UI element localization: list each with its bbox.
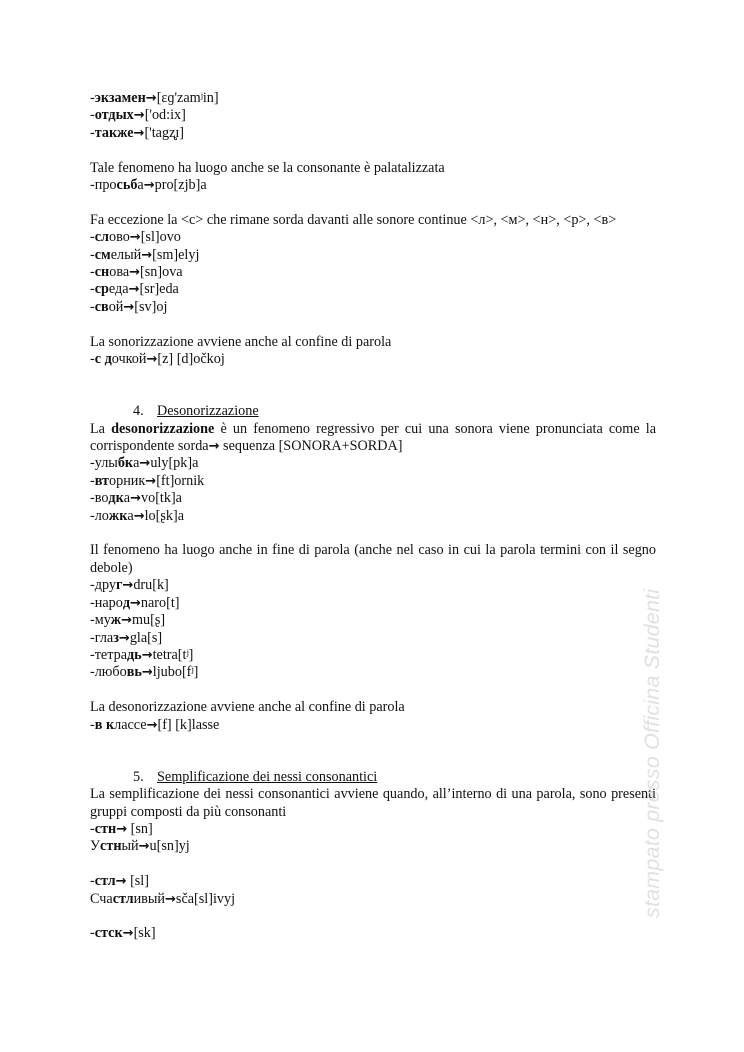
document-body [90, 90, 656, 943]
consonant-cluster: см [94, 246, 111, 263]
word-prefix: -тетра [90, 646, 127, 663]
paragraph: Fa eccezione la <c> che rimane sorda davanti alle sonore continue <л>, <м>, <н>, <р>, <в> [90, 211, 617, 228]
transcription: uly[pk]a [150, 455, 199, 472]
example-line [90, 299, 656, 316]
word-suffix: а [127, 507, 134, 524]
consonant-cluster: г [115, 577, 123, 594]
consonant-cluster: стн [100, 838, 122, 855]
spacer [90, 908, 656, 925]
word-suffix: а [133, 455, 140, 472]
arrow-icon: → [115, 874, 127, 890]
consonant-cluster: ср [94, 281, 109, 298]
consonant-cluster: з [113, 629, 119, 646]
example-line [90, 595, 656, 612]
paragraph: Tale fenomeno ha luogo anche se la consonante è palatalizzata [90, 159, 445, 176]
word-prefix: - [90, 351, 95, 368]
paragraph: Il fenomeno ha luogo anche in fine di parola (anche nel caso in cui la parola termini con il segno debole) [90, 542, 656, 576]
consonant-cluster: д [122, 594, 130, 611]
section-number: 4. [133, 403, 144, 420]
arrow-icon: → [208, 439, 220, 455]
arrow-icon: → [133, 508, 145, 524]
consonant-cluster: дк [108, 490, 124, 507]
word-prefix: -дру [90, 577, 116, 594]
example-line [90, 577, 656, 594]
spacer [90, 734, 656, 769]
transcription: [sk] [133, 925, 156, 942]
word-prefix: -любо [90, 664, 127, 681]
example-line [90, 821, 656, 838]
example-line [90, 891, 656, 908]
transcription: ['od:ix] [144, 107, 186, 124]
section-heading [90, 403, 656, 420]
example-line [90, 90, 656, 107]
spacer [90, 856, 656, 873]
example-line [90, 717, 656, 734]
arrow-icon: → [145, 473, 157, 489]
word-prefix: - [90, 873, 95, 890]
transcription: [sl] [126, 873, 149, 890]
transcription: [z] [d]očkoj [157, 351, 225, 368]
consonant-cluster: экзамен [94, 90, 146, 106]
word-prefix: -му [90, 612, 111, 629]
arrow-icon: → [165, 891, 176, 907]
word-suffix: ый [121, 838, 139, 855]
consonant-cluster: сл [94, 229, 109, 246]
transcription: mu[ʂ] [132, 612, 166, 629]
consonant-cluster: стл [94, 873, 116, 890]
consonant-cluster: отдых [94, 107, 134, 124]
spacer [90, 682, 656, 699]
consonant-cluster: с д [94, 351, 112, 368]
example-line [90, 647, 656, 664]
word-prefix: - [90, 90, 95, 106]
consonant-cluster: дь [127, 646, 142, 663]
consonant-cluster: также [94, 124, 134, 141]
example-line [90, 281, 656, 298]
example-line [90, 229, 656, 246]
arrow-icon: → [129, 265, 141, 281]
word-prefix: - [90, 472, 95, 489]
spacer [90, 316, 656, 333]
word-suffix: ой [108, 298, 124, 315]
spacer [90, 368, 656, 403]
bold-term: desonorizzazione [111, 420, 215, 437]
transcription: tetra[tʲ] [152, 646, 194, 663]
transcription: ['tagʐ̥ɪ] [144, 124, 185, 141]
consonant-cluster: сн [94, 264, 110, 281]
transcription: naro[t] [140, 594, 180, 611]
word-prefix: У [90, 838, 101, 855]
word-prefix: - [90, 925, 95, 942]
word-prefix: -улы [90, 455, 118, 472]
section-title: Desonorizzazione [157, 403, 259, 420]
consonant-cluster: стл [112, 890, 134, 907]
word-prefix: - [90, 246, 95, 263]
word-suffix: еда [108, 281, 129, 298]
consonant-cluster: стск [94, 925, 123, 942]
word-prefix: -гла [90, 629, 114, 646]
section-title: Semplificazione dei nessi consonantici [157, 768, 378, 785]
example-line [90, 177, 656, 194]
transcription: [sn]ova [140, 264, 183, 281]
transcription: [ɛɡ'zamʲin] [156, 90, 219, 106]
arrow-icon: → [118, 630, 130, 646]
example-line [90, 873, 656, 890]
word-suffix: лассе [114, 716, 147, 733]
consonant-cluster: вт [94, 472, 110, 489]
word-suffix: елый [110, 246, 142, 263]
word-suffix: а [137, 177, 144, 194]
example-line [90, 107, 656, 124]
arrow-icon: → [146, 352, 158, 368]
example-line [90, 630, 656, 647]
word-prefix: - [90, 107, 95, 124]
arrow-icon: → [123, 299, 135, 315]
word-prefix: -про [90, 177, 117, 194]
arrow-icon: → [143, 178, 155, 194]
example-line [90, 247, 656, 264]
example-line [90, 925, 656, 942]
transcription: vo[tk]a [141, 490, 182, 507]
example-line [90, 264, 656, 281]
word-suffix: орник [109, 472, 146, 489]
word-prefix: - [90, 298, 95, 315]
word-suffix: очкой [111, 351, 147, 368]
transcription: dru[k] [133, 577, 169, 594]
consonant-cluster: стн [94, 820, 117, 837]
section-number: 5. [133, 768, 144, 785]
arrow-icon: → [121, 613, 132, 629]
word-prefix: - [90, 820, 95, 837]
word-suffix: а [123, 490, 131, 507]
word-prefix: - [90, 229, 95, 246]
consonant-cluster: жк [108, 507, 128, 524]
spacer [90, 194, 656, 211]
consonant-cluster: св [94, 298, 109, 315]
word-prefix: -ло [90, 507, 109, 524]
section-heading [90, 769, 656, 786]
word-suffix: ово [109, 229, 130, 246]
consonant-cluster: вь [126, 664, 142, 681]
arrow-icon: → [116, 821, 128, 837]
word-prefix: -наро [90, 594, 123, 611]
transcription: [sr]eda [139, 281, 179, 298]
transcription: gla[s] [129, 629, 163, 646]
example-line [90, 838, 656, 855]
arrow-icon: → [122, 578, 134, 594]
transcription: u[sn]yj [149, 838, 190, 855]
transcription: [sl]ovo [140, 229, 181, 246]
word-prefix: - [90, 281, 95, 298]
transcription: pro[zjb]a [154, 177, 207, 194]
spacer [90, 525, 656, 542]
example-line [90, 508, 656, 525]
transcription: ljubo[fʲ] [152, 664, 199, 681]
arrow-icon: → [141, 647, 153, 663]
word-prefix: Сча [90, 890, 113, 907]
transcription: lo[ʂk]a [144, 507, 184, 524]
arrow-icon: → [145, 91, 157, 106]
example-line [90, 125, 656, 142]
arrow-icon: → [146, 717, 158, 733]
paragraph: La semplificazione dei nessi consonantici avviene quando, all’interno di una parola, sono presenti gruppi composti da più consonanti [90, 786, 656, 820]
transcription: sča[sl]ivyj [175, 890, 236, 907]
arrow-icon: → [130, 491, 141, 507]
word-prefix: - [90, 716, 95, 733]
arrow-icon: → [133, 108, 145, 124]
arrow-icon: → [129, 230, 141, 246]
example-line [90, 351, 656, 368]
word-suffix: ивый [133, 890, 166, 907]
consonant-cluster: в к [94, 716, 115, 733]
arrow-icon: → [133, 125, 145, 141]
paragraph: La desonorizzazione avviene anche al confine di parola [90, 699, 405, 716]
arrow-icon: → [138, 839, 150, 855]
consonant-cluster: ж [110, 612, 122, 629]
example-line [90, 455, 656, 472]
arrow-icon: → [122, 926, 134, 942]
paragraph: La desonorizzazione è un fenomeno regressivo per cui una sonora viene pronunciata come la corrispondente sorda→ sequenza [SONORA+SORDA] [90, 420, 656, 455]
word-suffix: ова [109, 264, 130, 281]
paragraph: La sonorizzazione avviene anche al confine di parola [90, 333, 392, 350]
arrow-icon: → [128, 282, 140, 298]
transcription: [f] [k]lasse [157, 716, 220, 733]
word-prefix: -во [90, 490, 109, 507]
arrow-icon: → [141, 247, 153, 263]
watermark: stampato presso Officina Studenti [640, 588, 664, 918]
transcription: [ft]ornik [156, 472, 205, 489]
example-line [90, 612, 656, 629]
example-line [90, 473, 656, 490]
arrow-icon: → [130, 595, 141, 611]
example-line [90, 664, 656, 681]
word-prefix: - [90, 124, 95, 141]
word-prefix: - [90, 264, 95, 281]
transcription: [sm]elyj [152, 246, 200, 263]
arrow-icon: → [141, 665, 153, 681]
spacer [90, 142, 656, 159]
arrow-icon: → [139, 456, 151, 472]
transcription: [sn] [127, 820, 153, 837]
example-line [90, 490, 656, 507]
consonant-cluster: сьб [116, 177, 138, 194]
consonant-cluster: бк [117, 455, 134, 472]
transcription: [sv]oj [134, 298, 168, 315]
